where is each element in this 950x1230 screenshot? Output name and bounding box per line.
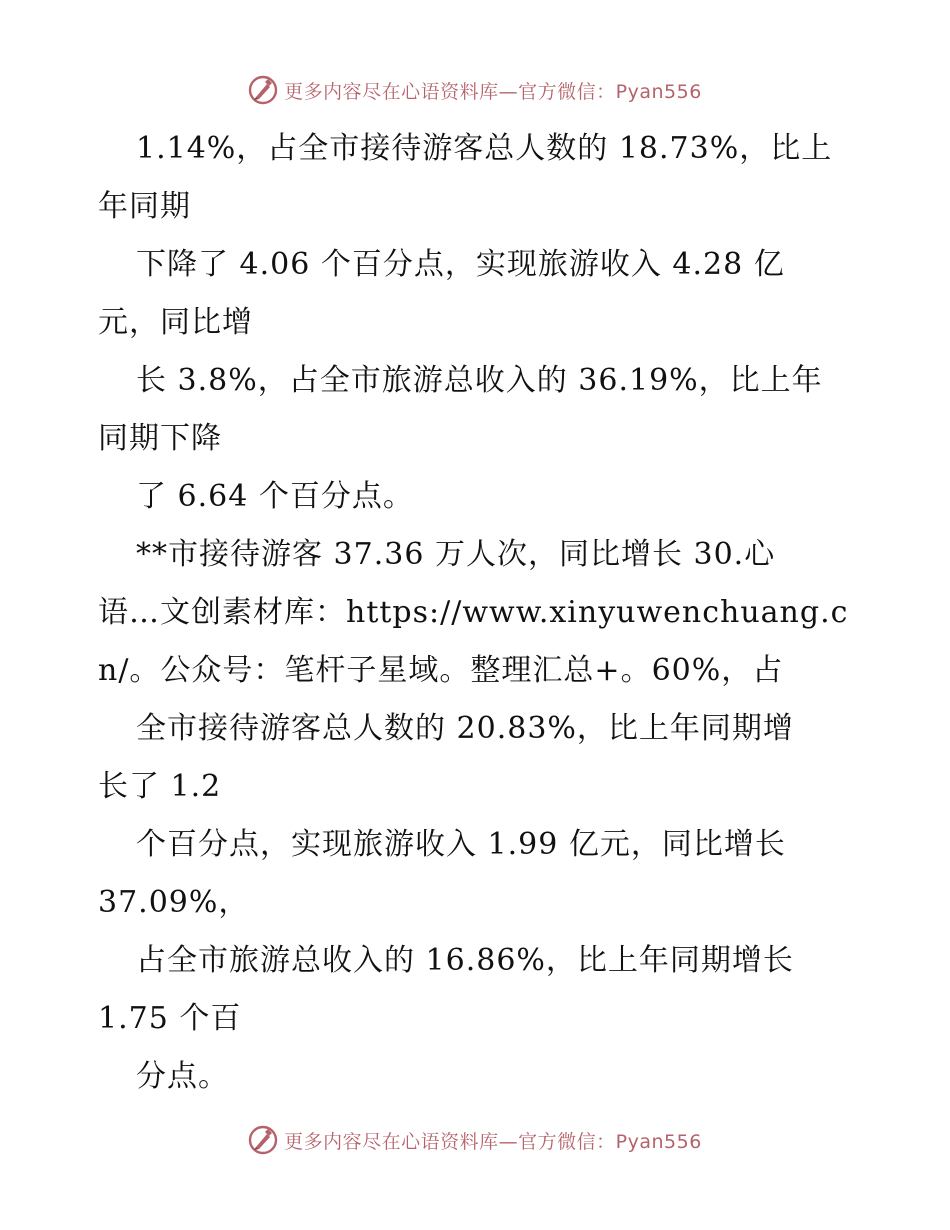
text-line: 个百分点，实现旅游收入 1.99 亿元，同比增长 (136, 827, 786, 862)
text-line: 年同期 (98, 189, 191, 224)
text-line: **市接待游客 37.36 万人次，同比增长 30.心 (136, 537, 776, 572)
footer-banner (0, 1120, 950, 1160)
text-line: 下降了 4.06 个百分点，实现旅游收入 4.28 亿 (136, 247, 785, 282)
text-line: 长了 1.2 (98, 769, 222, 804)
header-banner-text: 更多内容尽在心语资料库—官方微信：Pyan556 (284, 80, 702, 103)
text-line: 1.14%，占全市接待游客总人数的 18.73%，比上 (136, 131, 833, 166)
text-line: 全市接待游客总人数的 20.83%，比上年同期增 (136, 711, 794, 746)
pen-logo-icon (248, 1125, 278, 1155)
text-line: 1.75 个百 (98, 1001, 242, 1036)
text-line: 占全市旅游总收入的 16.86%，比上年同期增长 (136, 943, 794, 978)
footer-banner-text: 更多内容尽在心语资料库—官方微信：Pyan556 (284, 1130, 702, 1153)
text-line: 了 6.64 个百分点。 (136, 479, 414, 514)
pen-logo-icon (248, 75, 278, 105)
text-line: 元，同比增 (98, 305, 253, 340)
text-line: 37.09%， (98, 885, 250, 920)
document-body (98, 120, 858, 1106)
text-line: 语…文创素材库：https://www.xinyuwenchuang.c (98, 595, 849, 630)
text-line: 同期下降 (98, 421, 222, 456)
text-line: 长 3.8%，占全市旅游总收入的 36.19%，比上年 (136, 363, 823, 398)
text-line: n/。公众号：笔杆子星域。整理汇总+。60%，占 (98, 653, 784, 688)
header-banner (0, 70, 950, 110)
text-line: 分点。 (136, 1059, 229, 1094)
